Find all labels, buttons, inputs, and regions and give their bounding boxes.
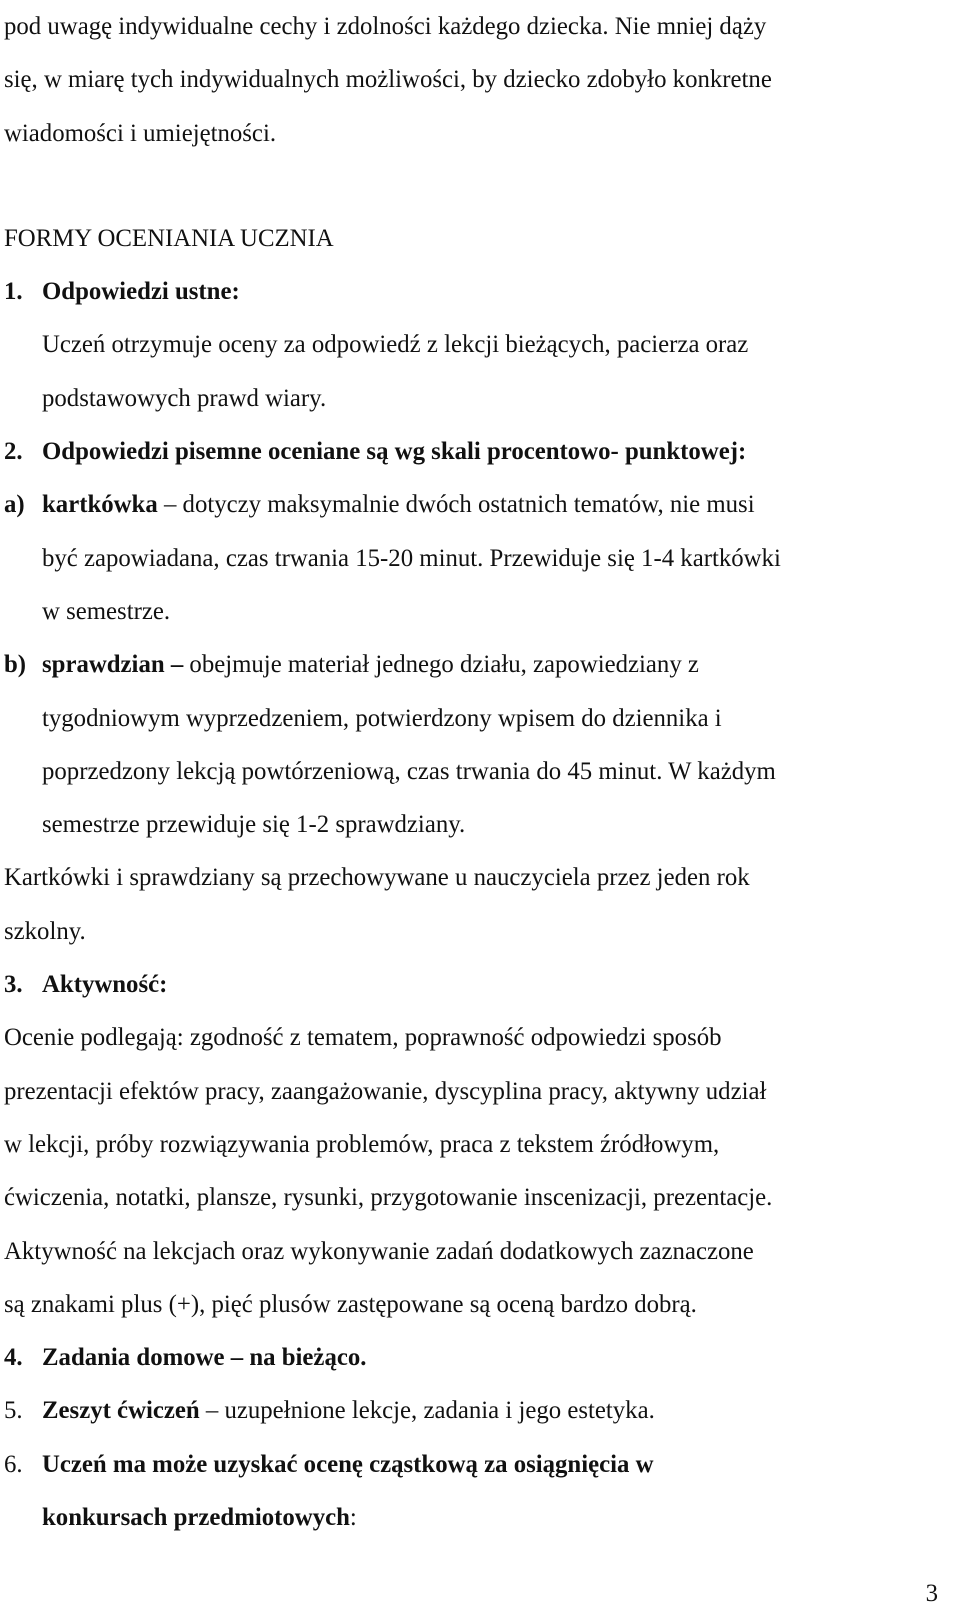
sub-item-line: tygodniowym wyprzedzeniem, potwierdzony wpisem do dziennika i <box>42 704 722 732</box>
item-title: Odpowiedzi pisemne oceniane są wg skali procentowo- punktowej: <box>42 438 747 466</box>
storage-note <box>4 851 948 958</box>
sub-item-line: w semestrze. <box>42 597 171 625</box>
list-item-written-answers <box>4 425 948 478</box>
activity-line: prezentacji efektów pracy, zaangażowanie, dyscyplina pracy, aktywny udział <box>4 1077 767 1105</box>
list-marker: 1. <box>4 278 23 306</box>
intro-paragraph <box>4 0 948 160</box>
item-title: Aktywność: <box>42 971 168 999</box>
activity-line: ćwiczenia, notatki, plansze, rysunki, przygotowanie inscenizacji, prezentacje. <box>4 1184 773 1212</box>
list-marker: 2. <box>4 438 23 466</box>
item-text: podstawowych prawd wiary. <box>42 384 327 412</box>
sub-item-line <box>42 478 948 531</box>
item-colon: : <box>349 1504 357 1532</box>
activity-line: Aktywność na lekcjach oraz wykonywanie zadań dodatkowych zaznaczone <box>4 1237 754 1265</box>
sub-item-line: być zapowiadana, czas trwania 15-20 minut. Przewiduje się 1-4 kartkówki <box>42 544 781 572</box>
item-title: Zadania domowe – na bieżąco. <box>42 1344 367 1372</box>
term-description: obejmuje materiał jednego działu, zapowiedziany z <box>183 651 699 679</box>
storage-line: Kartkówki i sprawdziany są przechowywane u nauczyciela przez jeden rok <box>4 864 750 892</box>
list-marker: 6. <box>4 1450 23 1478</box>
sub-item-line: poprzedzony lekcją powtórzeniową, czas trwania do 45 minut. W każdym <box>42 757 776 785</box>
item-title: Odpowiedzi ustne: <box>42 278 240 306</box>
intro-line: się, w miarę tych indywidualnych możliwości, by dziecko zdobyło konkretne <box>4 66 772 94</box>
sub-item-test <box>4 638 948 851</box>
storage-line: szkolny. <box>4 917 86 945</box>
activity-paragraph <box>4 1011 948 1331</box>
intro-line: pod uwagę indywidualne cechy i zdolności każdego dziecka. Nie mniej dąży <box>4 13 767 40</box>
item-title: Zeszyt ćwiczeń <box>42 1397 200 1425</box>
list-item-homework <box>4 1331 948 1384</box>
term-description: – dotyczy maksymalnie dwóch ostatnich tematów, nie musi <box>157 491 755 519</box>
item-line <box>42 1384 948 1437</box>
item-text: – uzupełnione lekcje, zadania i jego estetyka. <box>199 1397 655 1425</box>
intro-line: wiadomości i umiejętności. <box>4 119 277 147</box>
item-title-end: konkursach przedmiotowych <box>42 1504 350 1532</box>
activity-line: są znakami plus (+), pięć plusów zastępowane są oceną bardzo dobrą. <box>4 1290 697 1318</box>
activity-line: Ocenie podlegają: zgodność z tematem, poprawność odpowiedzi sposób <box>4 1024 722 1052</box>
sub-item-quiz <box>4 478 948 638</box>
sub-item-line: semestrze przewiduje się 1-2 sprawdziany. <box>42 811 466 839</box>
activity-line: w lekcji, próby rozwiązywania problemów, praca z tekstem źródłowym, <box>4 1130 720 1158</box>
term-quiz: kartkówka <box>42 491 158 519</box>
sub-list-marker: a) <box>4 491 25 519</box>
term-test: sprawdzian – <box>42 651 184 679</box>
item-title-line <box>42 1491 948 1544</box>
sub-list-marker: b) <box>4 651 27 679</box>
sub-item-line <box>42 638 948 691</box>
blank-line <box>4 160 948 212</box>
list-item-activity <box>4 958 948 1011</box>
list-marker: 5. <box>4 1397 23 1425</box>
section-heading: FORMY OCENIANIA UCZNIA <box>4 224 334 252</box>
page-number: 3 <box>925 1580 938 1607</box>
item-text: Uczeń otrzymuje oceny za odpowiedź z lekcji bieżących, pacierza oraz <box>42 331 749 359</box>
item-title: Uczeń ma może uzyskać ocenę cząstkową za osiągnięcia w <box>42 1450 654 1478</box>
list-item-workbook <box>4 1384 948 1437</box>
list-item-oral-answers <box>4 265 948 425</box>
list-marker: 4. <box>4 1344 23 1372</box>
list-item-competitions <box>4 1438 948 1545</box>
list-marker: 3. <box>4 971 23 999</box>
